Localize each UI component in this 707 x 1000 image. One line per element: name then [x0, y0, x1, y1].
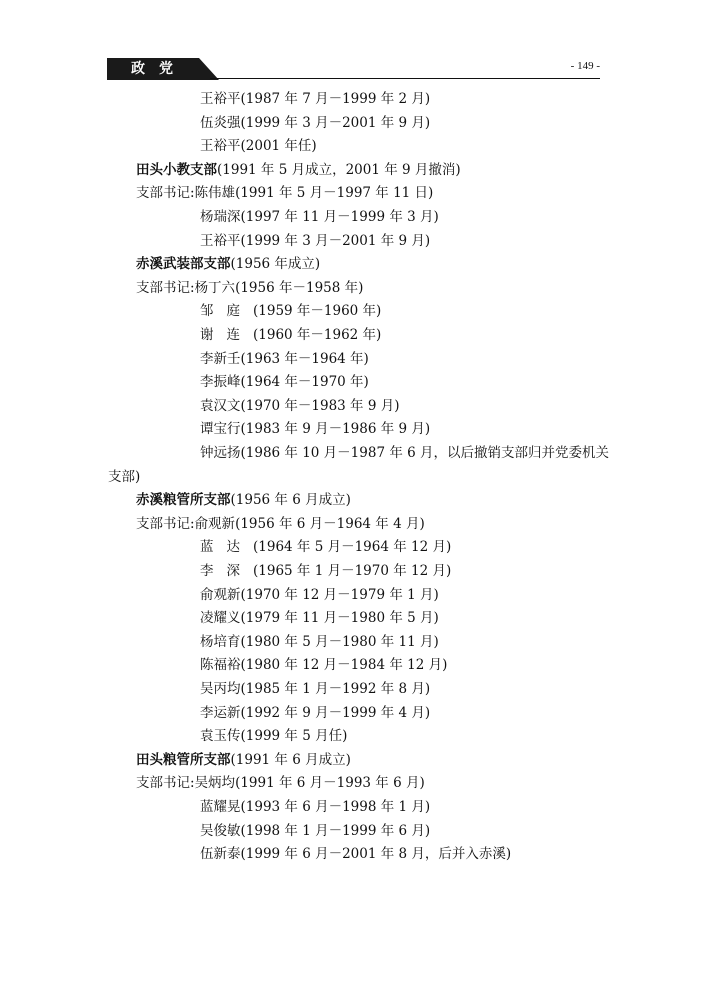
secretary-row — [200, 205, 439, 229]
continuation-text — [108, 465, 140, 489]
secretary-row — [200, 606, 439, 630]
header-rule — [210, 78, 600, 79]
secretary-label: 支部书记: — [136, 515, 195, 532]
branch-note: (1991 年 6 月成立) — [230, 751, 351, 768]
secretary-name: 李运新 — [200, 704, 241, 721]
branch-note: (1956 年成立) — [230, 256, 321, 273]
term-detail: (1985 年 1 月－1992 年 8 月) — [240, 681, 431, 697]
branch-heading — [136, 252, 320, 276]
term-detail: (1999 年 3 月－2001 年 9 月) — [240, 114, 431, 131]
secretary-name: 伍新泰 — [200, 846, 241, 863]
term-detail: (1963 年－1964 年) — [240, 350, 369, 367]
secretary-name: 吴炳均 — [194, 775, 236, 792]
secretary-row — [200, 630, 439, 654]
secretary-name: 伍炎强 — [200, 114, 241, 131]
secretary-name: 吴丙均 — [200, 681, 241, 697]
secretary-row — [200, 347, 369, 371]
secretary-name: 李振峰 — [200, 374, 241, 391]
secretary-name: 杨瑞深 — [200, 209, 241, 225]
term-detail: (1987 年 7 月－1999 年 2 月) — [240, 91, 431, 107]
term-detail: (1986 年 10 月－1987 年 6 月，以后撤销支部归并党委机关 — [240, 445, 609, 461]
term-detail: (1993 年 6 月－1998 年 1 月) — [240, 799, 431, 815]
secretary-row — [200, 842, 511, 866]
secretary-label: 支部书记: — [136, 185, 195, 202]
term-detail: (2001 年任) — [240, 138, 317, 155]
branch-title: 赤溪武装部支部 — [136, 256, 231, 273]
secretary-name: 蓝耀晃 — [200, 799, 241, 815]
secretary-row — [200, 229, 430, 253]
secretary-label: 支部书记: — [136, 279, 195, 296]
secretary-name: 陈福裕 — [200, 657, 241, 674]
secretary-row — [200, 653, 447, 677]
secretary-name: 王裕平 — [200, 138, 241, 155]
secretary-row — [200, 795, 430, 819]
branch-title: 田头小教支部 — [136, 161, 217, 178]
secretary-row — [136, 512, 425, 536]
term-detail: (1991 年 5 月－1997 年 11 日) — [235, 185, 434, 202]
branch-heading — [136, 158, 461, 182]
term-detail: (1999 年 6 月－2001 年 8 月，后并入赤溪) — [240, 846, 512, 863]
secretary-name: 俞观新 — [200, 586, 241, 603]
secretary-name: 凌耀义 — [200, 610, 241, 627]
term-detail: (1970 年 12 月－1979 年 1 月) — [240, 586, 439, 603]
branch-title: 赤溪粮管所支部 — [136, 492, 231, 509]
term-detail: (1991 年 6 月－1993 年 6 月) — [235, 775, 425, 792]
secretary-row — [200, 134, 317, 158]
secretary-row — [200, 701, 430, 725]
secretary-row — [200, 87, 430, 111]
secretary-row — [136, 276, 363, 300]
term-detail: (1980 年 5 月－1980 年 11 月) — [240, 633, 439, 650]
secretary-row — [136, 771, 425, 795]
continuation: 支部) — [108, 468, 141, 485]
term-detail: (1980 年 12 月－1984 年 12 月) — [240, 657, 448, 674]
branch-title: 田头粮管所支部 — [136, 751, 231, 768]
branch-note: (1956 年 6 月成立) — [230, 492, 351, 509]
secretary-row — [200, 111, 430, 135]
secretary-name: 杨培育 — [200, 633, 241, 650]
secretary-name: 王裕平 — [200, 232, 241, 249]
term-detail: (1956 年－1958 年) — [235, 279, 364, 296]
secretary-name: 吴俊敏 — [200, 822, 241, 839]
secretary-row — [200, 370, 369, 394]
secretary-row — [200, 323, 381, 347]
secretary-row — [200, 417, 430, 441]
term-detail: (1970 年－1983 年 9 月) — [240, 397, 400, 414]
secretary-name: 蓝达 — [200, 539, 253, 556]
secretary-name: 谢连 — [200, 327, 253, 343]
term-detail: (1998 年 1 月－1999 年 6 月) — [240, 822, 431, 839]
term-detail: (1997 年 11 月－1999 年 3 月) — [240, 209, 439, 225]
secretary-name: 袁玉传 — [200, 728, 241, 745]
secretary-name: 谭宝行 — [200, 421, 241, 438]
term-detail: (1956 年 6 月－1964 年 4 月) — [235, 515, 425, 532]
secretary-name: 杨丁六 — [194, 279, 236, 296]
secretary-row — [200, 724, 347, 748]
term-detail: (1979 年 11 月－1980 年 5 月) — [240, 610, 439, 627]
term-detail: (1965 年 1 月－1970 年 12 月) — [253, 563, 452, 579]
term-detail: (1992 年 9 月－1999 年 4 月) — [240, 704, 431, 721]
secretary-name: 钟远扬 — [200, 445, 241, 461]
page-header — [0, 0, 707, 90]
secretary-name: 王裕平 — [200, 91, 241, 107]
secretary-row — [200, 583, 439, 607]
branch-heading — [136, 748, 351, 772]
secretary-row — [200, 394, 400, 418]
term-detail: (1964 年 5 月－1964 年 12 月) — [253, 539, 452, 556]
secretary-label: 支部书记: — [136, 775, 195, 792]
secretary-name: 俞观新 — [194, 515, 236, 532]
secretary-name: 陈伟雄 — [194, 185, 236, 202]
secretary-row — [200, 677, 430, 701]
term-detail: (1999 年 3 月－2001 年 9 月) — [240, 232, 431, 249]
page-number: - 149 - — [570, 60, 600, 72]
section-title: 政党 — [131, 61, 187, 77]
branch-note: (1991 年 5 月成立，2001 年 9 月撤消) — [217, 161, 461, 178]
secretary-name: 袁汉文 — [200, 397, 241, 414]
secretary-row — [200, 299, 381, 323]
secretary-row — [200, 441, 609, 465]
term-detail: (1999 年 5 月任) — [240, 728, 348, 745]
secretary-name: 李新壬 — [200, 350, 241, 367]
term-detail: (1960 年－1962 年) — [253, 327, 382, 343]
term-detail: (1959 年－1960 年) — [253, 303, 382, 320]
secretary-row — [136, 181, 433, 205]
secretary-row — [200, 819, 430, 843]
term-detail: (1983 年 9 月－1986 年 9 月) — [240, 421, 431, 438]
secretary-name: 邹庭 — [200, 303, 253, 320]
branch-heading — [136, 488, 351, 512]
secretary-name: 李深 — [200, 563, 253, 579]
secretary-row — [200, 535, 451, 559]
secretary-row — [200, 559, 451, 583]
term-detail: (1964 年－1970 年) — [240, 374, 369, 391]
